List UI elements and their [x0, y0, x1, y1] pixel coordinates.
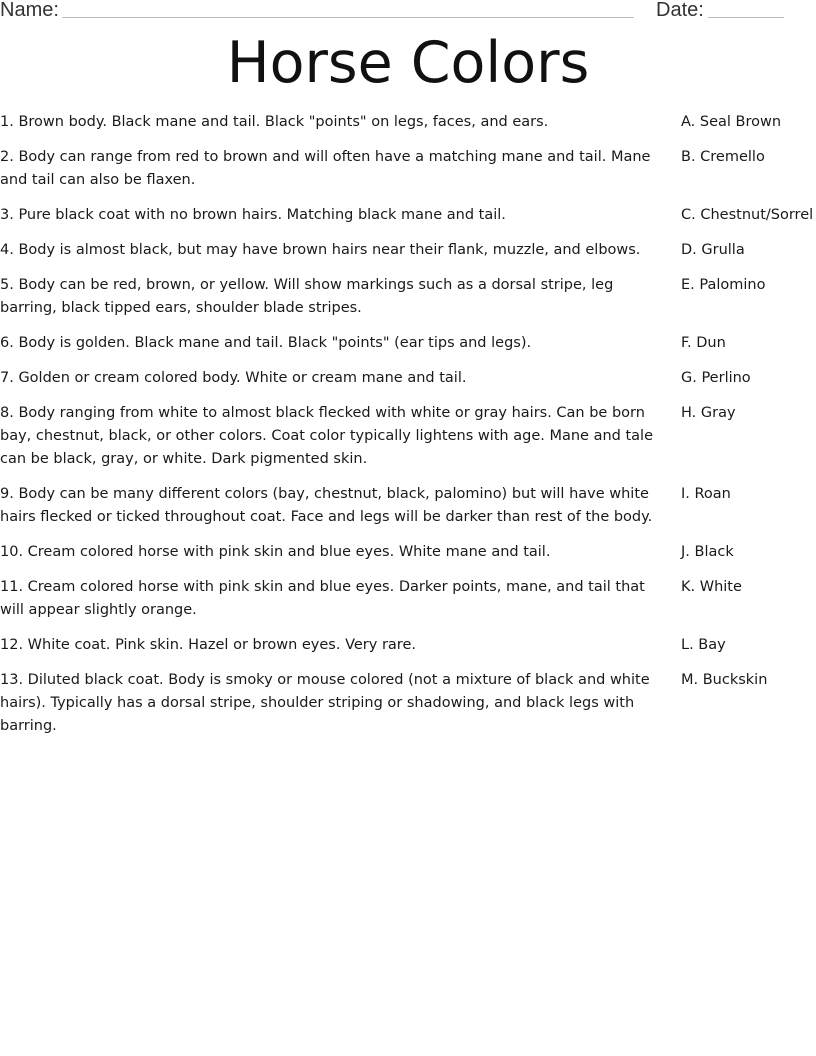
clue-text: 11. Cream colored horse with pink skin and blue eyes. Darker points, mane, and tail that will appear slightly orange.: [0, 579, 645, 618]
name-blank-line: [62, 17, 634, 18]
clue-text: 10. Cream colored horse with pink skin and blue eyes. White mane and tail.: [0, 544, 551, 560]
answer-option: M. Buckskin: [681, 672, 768, 688]
matching-item-8: [0, 402, 816, 471]
answer-option: J. Black: [681, 544, 734, 560]
matching-item-5: [0, 274, 816, 320]
answer-option: K. White: [681, 579, 742, 595]
answer-option: D. Grulla: [681, 242, 745, 258]
matching-item-6: [0, 332, 816, 355]
date-blank-line: [708, 17, 784, 18]
matching-item-3: [0, 204, 816, 227]
clue-text: 3. Pure black coat with no brown hairs. Matching black mane and tail.: [0, 207, 506, 223]
clue-text: 1. Brown body. Black mane and tail. Black "points" on legs, faces, and ears.: [0, 114, 549, 130]
matching-item-2: [0, 146, 816, 192]
matching-item-4: [0, 239, 816, 262]
answer-option: H. Gray: [681, 405, 736, 421]
clue-text: 4. Body is almost black, but may have brown hairs near their flank, muzzle, and elbows.: [0, 242, 641, 258]
clue-text: 9. Body can be many different colors (bay, chestnut, black, palomino) but will have white hairs flecked or ticked throughout coat. Face and legs will be darker than rest of the body.: [0, 486, 653, 525]
answer-option: G. Perlino: [681, 370, 751, 386]
matching-item-13: [0, 669, 816, 738]
matching-item-11: [0, 576, 816, 622]
clue-text: 5. Body can be red, brown, or yellow. Will show markings such as a dorsal stripe, leg barring, black tipped ears, shoulder blade stripes.: [0, 277, 614, 316]
answer-option: I. Roan: [681, 486, 731, 502]
answer-option: L. Bay: [681, 637, 726, 653]
matching-item-1: [0, 111, 816, 134]
matching-item-10: [0, 541, 816, 564]
matching-item-12: [0, 634, 816, 657]
answer-option: C. Chestnut/Sorrel: [681, 207, 814, 223]
clue-text: 8. Body ranging from white to almost black flecked with white or gray hairs. Can be born bay, chestnut, black, or other colors. Coat color typically lightens with age. Mane and tale can be black, gray, or white. Dark pigmented skin.: [0, 405, 653, 467]
matching-item-7: [0, 367, 816, 390]
answer-option: A. Seal Brown: [681, 114, 782, 130]
page-title: Horse Colors: [226, 30, 590, 96]
answer-option: B. Cremello: [681, 149, 765, 165]
clue-text: 13. Diluted black coat. Body is smoky or mouse colored (not a mixture of black and white hairs). Typically has a dorsal stripe, shoulder striping or shadowing, and black legs with barring.: [0, 672, 650, 734]
name-label: Name:: [0, 0, 59, 21]
clue-text: 7. Golden or cream colored body. White or cream mane and tail.: [0, 370, 467, 386]
answer-option: E. Palomino: [681, 277, 766, 293]
matching-item-9: [0, 483, 816, 529]
matching-list: [0, 111, 816, 750]
clue-text: 12. White coat. Pink skin. Hazel or brown eyes. Very rare.: [0, 637, 416, 653]
answer-option: F. Dun: [681, 335, 726, 351]
date-label: Date:: [656, 0, 704, 21]
clue-text: 6. Body is golden. Black mane and tail. Black "points" (ear tips and legs).: [0, 335, 532, 351]
clue-text: 2. Body can range from red to brown and will often have a matching mane and tail. Mane and tail can also be flaxen.: [0, 149, 651, 188]
worksheet-header: [0, 0, 816, 24]
